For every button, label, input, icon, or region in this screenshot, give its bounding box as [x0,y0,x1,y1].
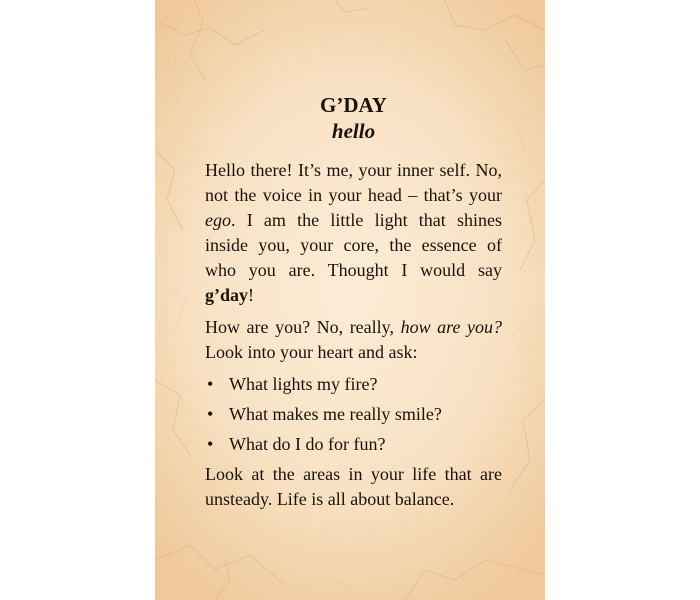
card-subheading: hello [331,119,376,143]
intro-text-1: Hello there! It’s me, your inner self. No, not the voice in your head – that’s your [205,160,502,205]
parchment-card [155,0,545,600]
list-item-text: What lights my fire? [229,374,378,394]
list-item [205,372,502,397]
question-italic: how are you? [400,317,502,337]
question-text-1: How are you? No, really, [205,317,401,337]
question-list [205,372,502,457]
bullet-icon: • [207,374,214,394]
bullet-icon: • [207,434,214,454]
card-heading: G’DAY [320,93,387,117]
intro-text-3: ! [248,285,255,305]
intro-ego-italic: ego [205,210,231,230]
question-text-2: Look into your heart and ask: [205,342,418,362]
paragraph-balance: Look at the areas in your life that are unsteady. Life is all about balance. [205,464,502,509]
paragraph-question [205,315,502,365]
list-item-text: What do I do for fun? [229,434,386,454]
paragraph-intro [205,158,502,308]
list-item-text: What makes me really smile? [229,404,442,424]
intro-gday-bold: g’day [205,285,249,305]
intro-text-2: . I am the little light that shines inside you, your core, the essence of who you are. Thought I would say [205,210,502,280]
card-content [205,92,502,519]
bullet-icon: • [207,404,214,424]
list-item [205,432,502,457]
list-item [205,402,502,427]
